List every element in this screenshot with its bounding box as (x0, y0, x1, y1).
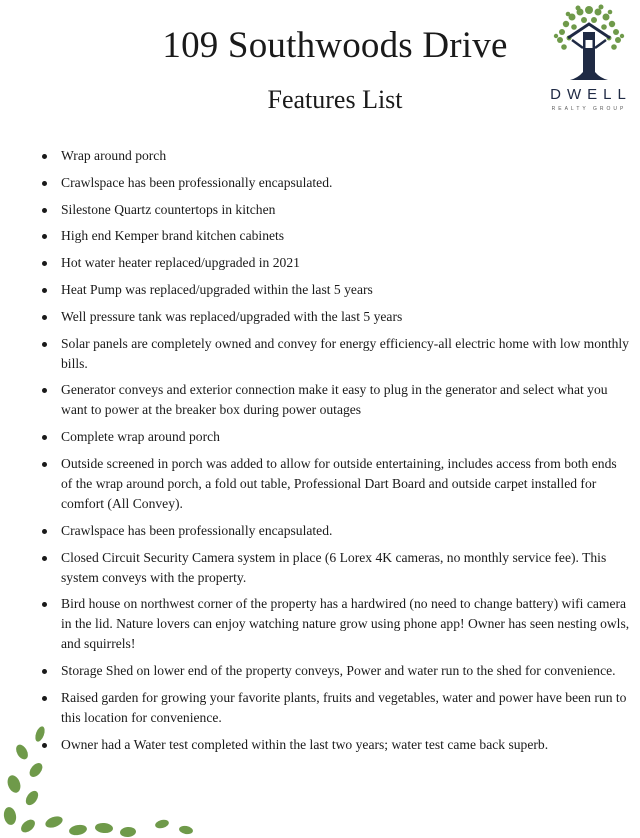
house-trunk-icon (568, 24, 610, 80)
list-item: Owner had a Water test completed within the last two years; water test came back superb. (61, 735, 631, 755)
list-item: Storage Shed on lower end of the property conveys, Power and water run to the shed for convenience. (61, 661, 631, 681)
list-item: Crawlspace has been professionally encapsulated. (61, 521, 631, 541)
logo-wordmark: DWELL (550, 86, 632, 103)
list-item: Outside screened in porch was added to allow for outside entertaining, includes access from both ends of the wrap around porch, a fold out table, Professional Dart Board and outside carpet installed for comfort (All Convey). (61, 454, 631, 514)
logo-tagline: REALTY GROUP (551, 106, 627, 112)
page-subtitle: Features List (267, 85, 403, 114)
list-item: Raised garden for growing your favorite plants, fruits and vegetables, water and power have been run to this location for convenience. (61, 688, 631, 728)
list-item: Solar panels are completely owned and convey for energy efficiency-all electric home with low monthly bills. (61, 334, 631, 374)
list-item: High end Kemper brand kitchen cabinets (61, 226, 631, 246)
list-item: Bird house on northwest corner of the property has a hardwired (no need to change battery) wifi camera in the lid. Nature lovers can enjoy watching nature grow using phone app! Owner has seen nesting owls, and squirrels! (61, 594, 631, 654)
features-list (61, 146, 631, 762)
list-item: Heat Pump was replaced/upgraded within the last 5 years (61, 280, 631, 300)
list-item: Closed Circuit Security Camera system in place (6 Lorex 4K cameras, no monthly service fee). This system conveys with the property. (61, 548, 631, 588)
list-item: Hot water heater replaced/upgraded in 2021 (61, 253, 631, 273)
list-item: Crawlspace has been professionally encapsulated. (61, 173, 631, 193)
house-window-icon (586, 40, 593, 48)
page-title: 109 Southwoods Drive (162, 25, 508, 66)
list-item: Wrap around porch (61, 146, 631, 166)
list-item: Well pressure tank was replaced/upgraded with the last 5 years (61, 307, 631, 327)
list-item: Complete wrap around porch (61, 427, 631, 447)
list-item: Generator conveys and exterior connection make it easy to plug in the generator and select what you want to power at the breaker box during power outages (61, 380, 631, 420)
leaf-vine-decoration-icon (0, 720, 200, 838)
list-item: Silestone Quartz countertops in kitchen (61, 200, 631, 220)
dwell-tree-logo (538, 0, 640, 122)
